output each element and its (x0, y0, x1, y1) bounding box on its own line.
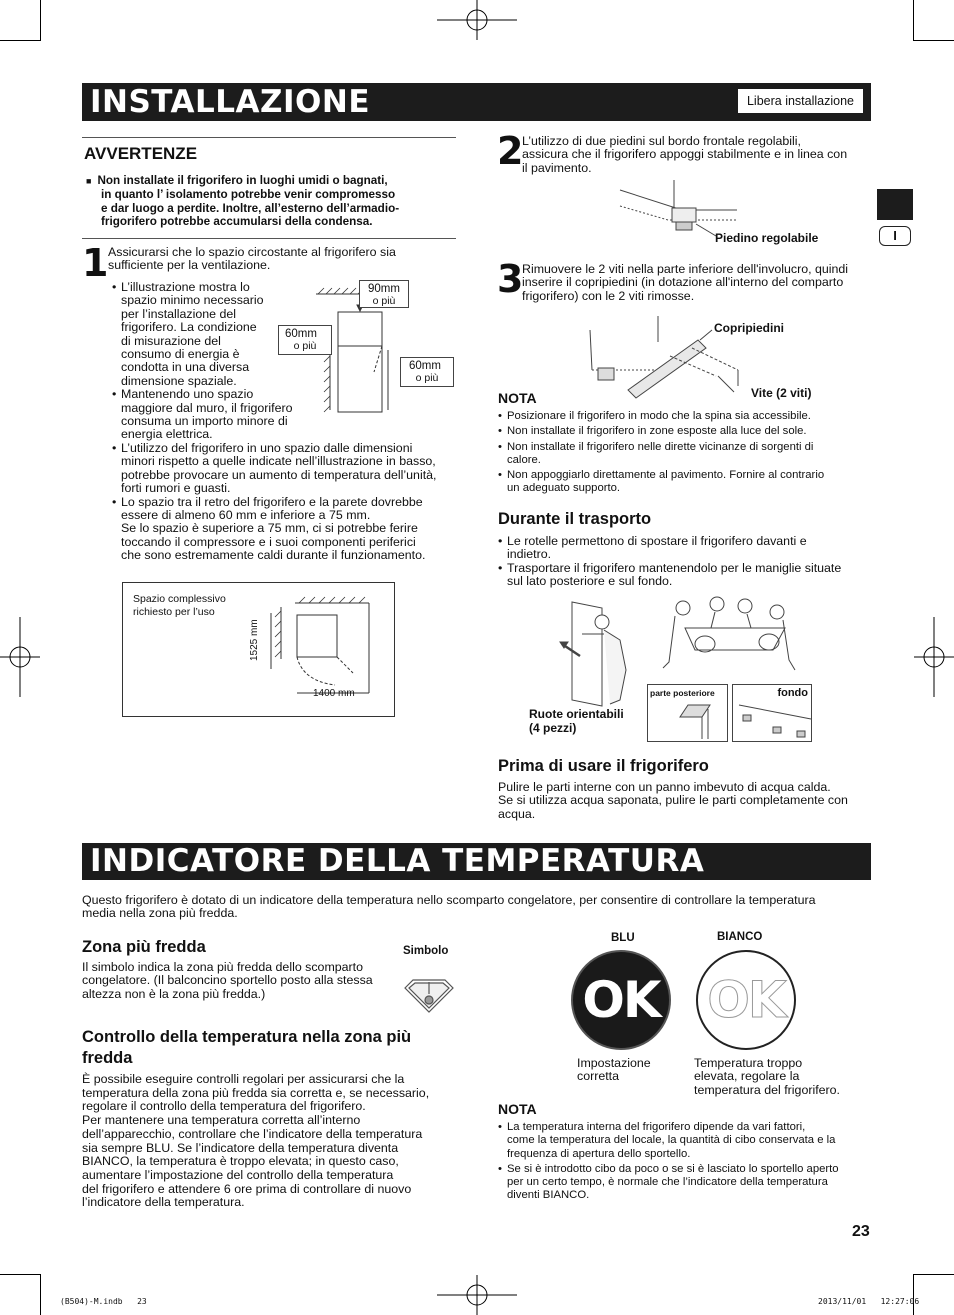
space-required-figure (263, 593, 383, 703)
divider (82, 137, 456, 138)
zona-title: Zona più fredda (82, 938, 206, 956)
bottom-handle-label: fondo (777, 687, 808, 699)
section-header-indicatore (82, 843, 871, 880)
coldest-zone-symbol-icon (403, 972, 455, 1016)
simbolo-label: Simbolo (403, 945, 449, 957)
ok-indicator-blue (571, 950, 671, 1050)
list-item: • Trasportare il frigorifero mantenendolo per le maniglie situate sul lato posteriore e sul fondo. (498, 562, 874, 589)
section-title: INSTALLAZIONE (90, 84, 371, 120)
footer-file: (B504)-M.indb 23 (60, 1297, 147, 1306)
list-item: • L’illustrazione mostra lo spazio minimo necessario per l’installazione del frigorifero. La condizione di misurazione del consumo di energia è condotta in una diversa dimensione spaziale. (112, 281, 460, 388)
avvertenze-title: AVVERTENZE (84, 144, 198, 163)
space-required-box (122, 582, 395, 717)
list-item: • Lo spazio tra il retro del frigorifero e la parete dovrebbe essere di almeno 60 mm e inferiore a 75 mm. Se lo spazio è superiore a 75 mm, ci si potrebbe ferire toccando il compressore e i suoi componenti periferici che sono estremamente caldi durante il funzionamento. (112, 496, 460, 563)
dim-left-box: 60mm o più (278, 325, 332, 355)
list-item: • Non appoggiarlo direttamente al pavimento. Fornire al contrario un adeguato supporto. (498, 469, 874, 496)
trasporto-title: Durante il trasporto (498, 510, 652, 528)
nota-list (498, 1121, 878, 1203)
trasporto-list (498, 535, 874, 589)
height-label: 1525 mm (249, 619, 260, 661)
zona-text: Il simbolo indica la zona più fredda dello scomparto congelatore. (Il balconcino sportello posto alla stessa altezza non è la zona più fredda.) (82, 960, 373, 1001)
dim-right-box: 60mm o più (400, 357, 454, 387)
step3-text: Rimuovere le 2 viti nella parte inferiore dell'involucro, quindi inserire il copripiedini (in dotazione all'interno del comparto frigorifero) con le 2 viti rimosse. (522, 262, 849, 303)
ok-text: OK (582, 971, 660, 1029)
screws-label: Vite (2 viti) (751, 386, 812, 400)
language-tab: I (879, 226, 911, 246)
dim-top-box: 90mm o più (359, 280, 409, 308)
divider (82, 238, 456, 239)
prima-text: Pulire le parti interne con un panno imbevuto di acqua calda. Se si utilizza acqua saponata, pulire le parti completamente con acqua. (498, 780, 848, 821)
footer-timestamp: 2013/11/01 12:27:06 (818, 1297, 920, 1306)
rear-handle-figure (658, 699, 718, 739)
rear-handle-panel (647, 684, 728, 742)
carrying-fridge-figure (655, 598, 805, 678)
ok-text: OK (707, 971, 785, 1029)
list-item: • Le rotelle permettono di spostare il frigorifero davanti e indietro. (498, 535, 874, 562)
foot-cover-label: Copripiedini (714, 321, 784, 335)
list-item: • Posizionare il frigorifero in modo che la spina sia accessibile. (498, 410, 874, 423)
list-item: • Non installate il frigorifero nelle dirette vicinanze di sorgenti di calore. (498, 441, 874, 468)
step1-intro: Assicurarsi che lo spazio circostante al frigorifero sia sufficiente per la ventilazione. (108, 245, 396, 273)
avvertenze-text: ■ Non installate il frigorifero in luoghi umidi o bagnati, in quanto l’ isolamento potrebbe venir compromesso e dar luogo a perdite. Inoltre, all’esterno dell’armadio- frigorifero potrebbe accumularsi della condensa. (86, 174, 400, 229)
list-item: • L’utilizzo del frigorifero in uno spazio dalle dimensioni minori rispetto a quelle indicate nell’illustrazione in basso, potrebbe provocare un aumento di temperatura dell’unità, forti rumori e guasti. (112, 442, 460, 496)
section-header-installazione (82, 83, 871, 121)
step-number-2: 2 (497, 129, 524, 173)
controllo-title: Controllo della temperatura nella zona più fredda (82, 1028, 412, 1067)
indicatore-intro: Questo frigorifero è dotato di un indicatore della temperatura nello scomparto congelatore, per consentire di controllare la temperatura media nella zona più fredda. (82, 893, 816, 921)
list-item: • Non installate il frigorifero in zone esposte alla luce del sole. (498, 425, 874, 438)
step-number-1: 1 (82, 241, 109, 285)
nota-title: NOTA (498, 1101, 537, 1117)
bottom-handle-panel (732, 684, 812, 742)
language-tab-block (877, 189, 913, 220)
step-number-3: 3 (497, 257, 524, 301)
prima-title: Prima di usare il frigorifero (498, 757, 709, 775)
casters-label: Ruote orientabili (4 pezzi) (529, 707, 624, 735)
blu-caption: Impostazione corretta (577, 1056, 651, 1084)
bianco-caption: Temperatura troppo elevata, regolare la temperatura del frigorifero. (694, 1056, 841, 1097)
controllo-text: È possibile eseguire controlli regolari per assicurarsi che la temperatura della zona più fredda sia corretta e, se necessario, regolare il controllo della temperatura del frigorifero. Per mantenere una temperatura corretta all’interno dell’apparecchio, controllare che l’indicatore della temperatura sia sempre BLU. Se l’indicatore della temperatura diventa BIANCO, la temperatura è troppo elevata; in questo caso, aumentare l’impostazione del controllo della temperatura del frigorifero e attendere 6 ore prima di controllare di nuovo l’indicatore della temperatura. (82, 1072, 430, 1210)
installation-type-badge: Libera installazione (738, 89, 863, 113)
nota-title: NOTA (498, 390, 537, 406)
list-item: • La temperatura interna del frigorifero dipende da vari fattori, come la temperatura del locale, la quantità di cibo conservata e la frequenza di apertura dello sportello. (498, 1121, 878, 1161)
rear-handle-label: parte posteriore (650, 688, 715, 698)
space-required-label: Spazio complessivo richiesto per l’uso (133, 593, 226, 618)
nota-list (498, 410, 874, 496)
adjustable-foot-label: Piedino regolabile (715, 231, 819, 245)
page-number: 23 (852, 1223, 870, 1240)
bottom-handle-figure (733, 685, 813, 741)
width-label: 1400 mm (313, 688, 355, 699)
ok-indicator-white (696, 950, 796, 1050)
list-item: • Mantenendo uno spazio maggiore dal muro, il frigorifero consuma un importo minore di energia elettrica. (112, 388, 460, 442)
blu-label: BLU (611, 932, 635, 944)
step2-text: L’utilizzo di due piedini sul bordo frontale regolabili, assicura che il frigorifero appoggi stabilmente e in linea con il pavimento. (522, 134, 848, 175)
section-title: INDICATORE DELLA TEMPERATURA (90, 843, 705, 879)
bianco-label: BIANCO (717, 931, 763, 943)
tilted-fridge-figure (562, 600, 642, 710)
list-item: • Se si è introdotto cibo da poco o se si è lasciato lo sportello aperto per un certo tempo, è normale che l’indicatore della temperatura diventi BIANCO. (498, 1163, 878, 1203)
